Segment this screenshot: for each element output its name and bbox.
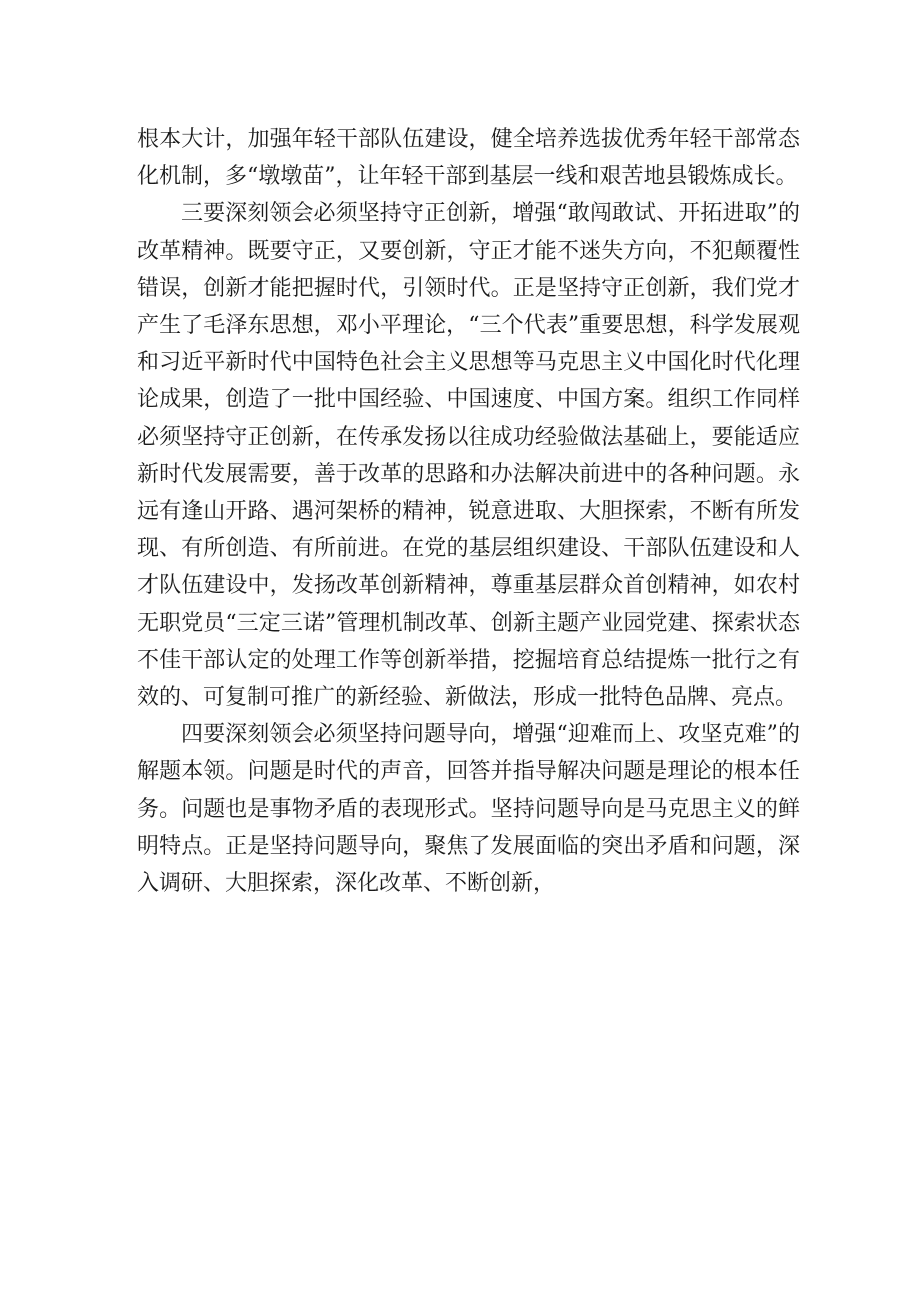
document-body bbox=[137, 121, 800, 902]
paragraph-continuation: 根本大计，加强年轻干部队伍建设，健全培养选拔优秀年轻干部常态化机制，多“墩墩苗”，让年轻干部到基层一线和艰苦地县锻炼成长。 bbox=[137, 127, 800, 190]
paragraph-three: 三要深刻领会必须坚持守正创新，增强“敢闯敢试、开拓进取”的改革精神。既要守正，又要创新，守正才能不迷失方向，不犯颠覆性错误，创新才能把握时代，引领时代。正是坚持守正创新，我们党才产生了毛泽东思想，邓小平理论，“三个代表”重要思想，科学发展观和习近平新时代中国特色社会主义思想等马克思主义中国化时代化理论成果，创造了一批中国经验、中国速度、中国方案。组织工作同样必须坚持守正创新，在传承发扬以往成功经验做法基础上，要能适应新时代发展需要，善于改革的思路和办法解决前进中的各种问题。永远有逢山开路、遇河架桥的精神，锐意进取、大胆探索，不断有所发现、有所创造、有所前进。在党的基层组织建设、干部队伍建设和人才队伍建设中，发扬改革创新精神，尊重基层群众首创精神，如农村无职党员“三定三诺”管理机制改革、创新主题产业园党建、探索状态不佳干部认定的处理工作等创新举措，挖掘培育总结提炼一批行之有效的、可复制可推广的新经验、新做法，形成一批特色品牌、亮点。 bbox=[137, 201, 800, 711]
paragraph-four: 四要深刻领会必须坚持问题导向，增强“迎难而上、攻坚克难”的解题本领。问题是时代的声音，回答并指导解决问题是理论的根本任务。问题也是事物矛盾的表现形式。坚持问题导向是马克思主义的鲜明特点。正是坚持问题导向，聚焦了发展面临的突出矛盾和问题，深入调研、大胆探索，深化改革、不断创新， bbox=[137, 722, 800, 897]
